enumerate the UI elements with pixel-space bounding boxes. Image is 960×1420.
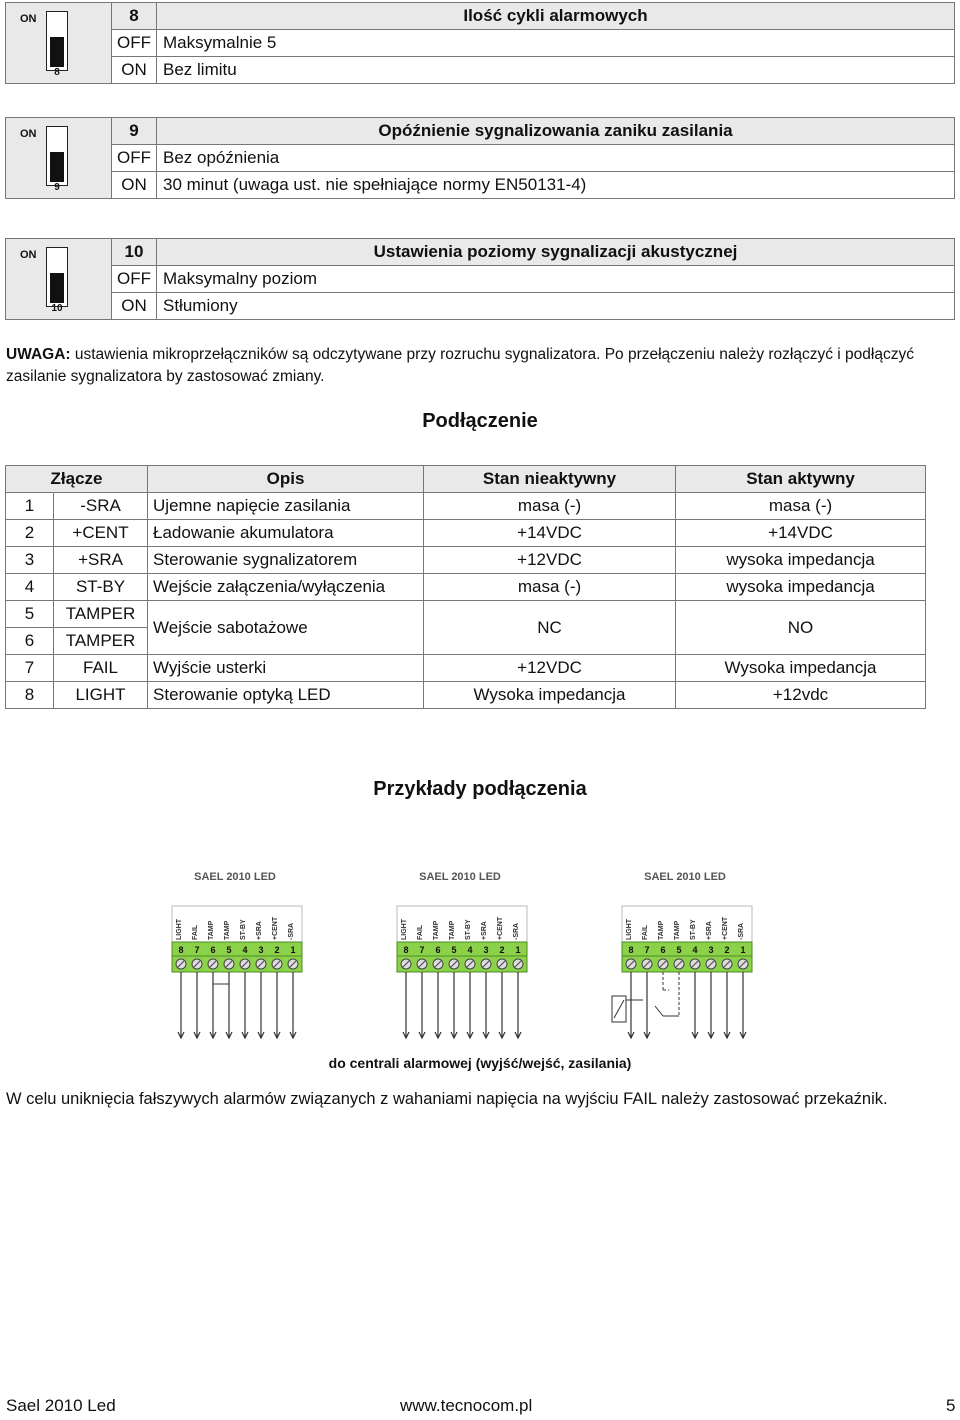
wiring-diagram-3 [600, 866, 830, 1046]
switch-on-label: ON [20, 13, 37, 25]
terminal-number: 8 [403, 945, 409, 955]
pin-inactive: masa (-) [424, 574, 676, 601]
pin-inactive: NC [424, 601, 676, 655]
switch-on-label: ON [20, 249, 37, 261]
pin-active: masa (-) [676, 493, 926, 520]
terminal-number: 8 [628, 945, 634, 955]
dip-switch-number: 10 [112, 239, 157, 266]
switch-number-label: 10 [51, 303, 63, 314]
diagram-title: SAEL 2010 LED [419, 871, 501, 883]
pin-name: +SRA [54, 547, 148, 574]
pin-inactive: masa (-) [424, 493, 676, 520]
switch-on-label: ON [20, 128, 37, 140]
switch-body-icon [46, 11, 68, 71]
pin-name: ST-BY [54, 574, 148, 601]
diagram-title: SAEL 2010 LED [194, 871, 276, 883]
pin-name: LIGHT [54, 682, 148, 709]
table-row [6, 493, 926, 520]
pin-active: Wysoka impedancja [676, 655, 926, 682]
terminal-number: 3 [258, 945, 264, 955]
terminal-number: 5 [451, 945, 457, 955]
terminal-number: 6 [435, 945, 441, 955]
pin-number: 3 [6, 547, 54, 574]
terminal-number: 6 [660, 945, 666, 955]
terminal-number: 2 [724, 945, 730, 955]
terminal-label: TAMP [433, 920, 440, 940]
switch-number-label: 8 [54, 67, 60, 78]
pin-description: Sterowanie optyką LED [148, 682, 424, 709]
terminal-label: -SRA [738, 922, 745, 940]
terminal-label: ST-BY [240, 919, 247, 940]
connection-table [5, 465, 926, 709]
pin-description: Ujemne napięcie zasilania [148, 493, 424, 520]
settings-note [6, 344, 956, 388]
dip-state: ON [112, 172, 157, 199]
relay-contact-wire [663, 972, 679, 1016]
pin-inactive: +14VDC [424, 520, 676, 547]
dip-description: Stłumiony [157, 293, 955, 320]
pin-number: 5 [6, 601, 54, 628]
footer-website: www.tecnocom.pl [400, 1396, 533, 1415]
pin-name: -SRA [54, 493, 148, 520]
header-description: Opis [148, 466, 424, 493]
dip-switch-9-table [5, 117, 955, 199]
table-row [6, 574, 926, 601]
wiring-diagram-2 [375, 866, 605, 1046]
terminal-number: 1 [515, 945, 521, 955]
terminal-label: FAIL [192, 924, 199, 940]
dip-description: Maksymalny poziom [157, 266, 955, 293]
pin-number: 7 [6, 655, 54, 682]
terminal-label: TAMP [674, 920, 681, 940]
pin-number: 6 [6, 628, 54, 655]
terminal-label: ST-BY [690, 919, 697, 940]
terminal-number: 2 [274, 945, 280, 955]
terminal-number: 7 [644, 945, 650, 955]
terminal-number-strip [397, 942, 527, 956]
terminal-label: +SRA [706, 921, 713, 940]
table-row [6, 655, 926, 682]
terminal-number: 4 [467, 945, 473, 955]
dip-switch-10-illustration [6, 239, 112, 320]
pin-inactive: +12VDC [424, 547, 676, 574]
terminal-number: 8 [178, 945, 184, 955]
dip-state: ON [112, 293, 157, 320]
header-active: Stan aktywny [676, 466, 926, 493]
terminal-label: LIGHT [176, 919, 183, 940]
terminal-number: 4 [692, 945, 698, 955]
note-label: UWAGA: [6, 346, 71, 363]
diagram-caption: do centrali alarmowej (wyjść/wejść, zasilania) [328, 1055, 632, 1071]
switch-body-icon [46, 126, 68, 186]
dip-description: Bez limitu [157, 57, 955, 84]
dip-switch-title: Ilość cykli alarmowych [157, 3, 955, 30]
terminal-number-strip [622, 942, 752, 956]
wiring-diagram-1 [150, 866, 380, 1046]
terminal-number: 3 [483, 945, 489, 955]
diagram-title: SAEL 2010 LED [644, 871, 726, 883]
dip-switch-number: 9 [112, 118, 157, 145]
terminal-number: 4 [242, 945, 248, 955]
pin-number: 1 [6, 493, 54, 520]
terminal-number: 5 [226, 945, 232, 955]
pin-number: 8 [6, 682, 54, 709]
pin-active: wysoka impedancja [676, 547, 926, 574]
dip-state: OFF [112, 266, 157, 293]
terminal-number: 7 [194, 945, 200, 955]
table-row [6, 682, 926, 709]
dip-description: 30 minut (uwaga ust. nie spełniające normy EN50131-4) [157, 172, 955, 199]
terminal-number-strip [172, 942, 302, 956]
pin-inactive: +12VDC [424, 655, 676, 682]
terminal-label: LIGHT [401, 919, 408, 940]
dip-description: Bez opóźnienia [157, 145, 955, 172]
dip-description: Maksymalnie 5 [157, 30, 955, 57]
terminal-number: 6 [210, 945, 216, 955]
terminal-label: LIGHT [626, 919, 633, 940]
dip-switch-8-illustration [6, 3, 112, 84]
terminal-label: +CENT [722, 916, 729, 940]
footer-page-number: 5 [946, 1396, 956, 1415]
pin-name: +CENT [54, 520, 148, 547]
table-row [6, 601, 926, 628]
terminal-number: 2 [499, 945, 505, 955]
terminal-label: +SRA [256, 921, 263, 940]
terminal-label: +CENT [497, 916, 504, 940]
pin-inactive: Wysoka impedancja [424, 682, 676, 709]
terminal-label: +CENT [272, 916, 279, 940]
relay-warning: W celu uniknięcia fałszywych alarmów związanych z wahaniami napięcia na wyjściu FAIL należy zastosować przekaźnik. [6, 1090, 888, 1108]
table-row [6, 547, 926, 574]
terminal-number: 3 [708, 945, 714, 955]
terminal-label: TAMP [208, 920, 215, 940]
terminal-number: 5 [676, 945, 682, 955]
pin-description: Wejście sabotażowe [148, 601, 424, 655]
terminal-label: TAMP [224, 920, 231, 940]
pin-active: NO [676, 601, 926, 655]
pin-active: wysoka impedancja [676, 574, 926, 601]
terminal-label: FAIL [642, 924, 649, 940]
pin-active: +12vdc [676, 682, 926, 709]
terminal-label: -SRA [513, 922, 520, 940]
pin-description: Ładowanie akumulatora [148, 520, 424, 547]
terminal-label: FAIL [417, 924, 424, 940]
dip-switch-title: Opóźnienie sygnalizowania zaniku zasilania [157, 118, 955, 145]
terminal-label: -SRA [288, 922, 295, 940]
terminal-number: 7 [419, 945, 425, 955]
table-row [6, 520, 926, 547]
relay-contact [655, 1006, 679, 1016]
dip-switch-8-table [5, 2, 955, 84]
pin-description: Wejście załączenia/wyłączenia [148, 574, 424, 601]
terminal-label: TAMP [449, 920, 456, 940]
dip-switch-title: Ustawienia poziomy sygnalizacji akustycznej [157, 239, 955, 266]
dip-switch-number: 8 [112, 3, 157, 30]
pin-description: Wyjście usterki [148, 655, 424, 682]
terminal-number: 1 [290, 945, 296, 955]
pin-number: 2 [6, 520, 54, 547]
terminal-label: +SRA [481, 921, 488, 940]
switch-body-icon [46, 247, 68, 307]
examples-heading: Przykłady podłączenia [373, 778, 587, 800]
pin-name: TAMPER [54, 628, 148, 655]
terminal-label: TAMP [658, 920, 665, 940]
pin-name: TAMPER [54, 601, 148, 628]
dip-state: ON [112, 57, 157, 84]
terminal-number: 1 [740, 945, 746, 955]
dip-state: OFF [112, 145, 157, 172]
pin-description: Sterowanie sygnalizatorem [148, 547, 424, 574]
header-inactive: Stan nieaktywny [424, 466, 676, 493]
pin-active: +14VDC [676, 520, 926, 547]
header-connector: Złącze [6, 466, 148, 493]
pin-name: FAIL [54, 655, 148, 682]
terminal-label: ST-BY [465, 919, 472, 940]
switch-number-label: 9 [54, 182, 60, 193]
connection-heading: Podłączenie [422, 410, 538, 432]
dip-switch-10-table [5, 238, 955, 320]
dip-switch-9-illustration [6, 118, 112, 199]
dip-state: OFF [112, 30, 157, 57]
footer-product: Sael 2010 Led [6, 1396, 116, 1415]
note-text: ustawienia mikroprzełączników są odczytywane przy rozruchu sygnalizatora. Po przełączeniu należy rozłączyć i podłączyć zasilanie sygnalizatora by zastosować zmiany. [6, 346, 914, 385]
pin-number: 4 [6, 574, 54, 601]
